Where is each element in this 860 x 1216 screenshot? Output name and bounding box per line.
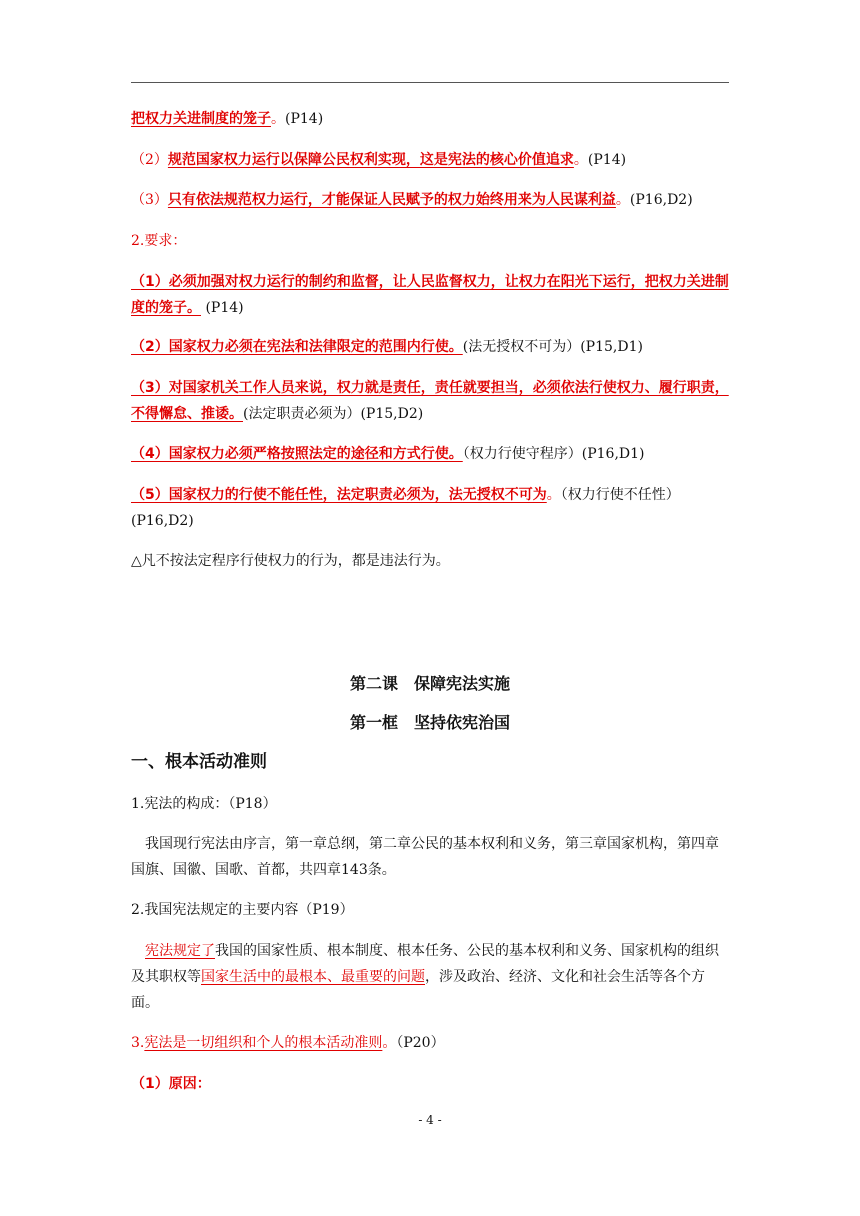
page-ref: (法定职责必须为）(P15,D2) [243,406,424,422]
page-ref: (P14) [201,300,244,316]
highlight-text: 国家生活中的最根本、最重要的问题 [201,969,425,985]
highlight-text: 规范国家权力运行以保障公民权利实现，这是宪法的核心价值追求 [167,152,574,168]
frame-title-text: 第一框 坚持依宪治国 [349,713,510,732]
page-ref: （P20） [396,1035,445,1051]
punct: 。 [573,152,588,168]
paragraph-core-value [131,147,731,173]
page-ref: (P14) [587,152,627,168]
punct: 。 [546,487,561,503]
highlight-text: 宪法是一切组织和个人的根本活动准则 [144,1035,383,1051]
constitution-structure-body [131,831,731,883]
lesson-title-text: 第二课 保障宪法实施 [349,674,510,693]
section-heading [131,749,731,775]
section-heading-text: 一、根本活动准则 [131,752,267,772]
requirement-4 [131,441,731,467]
note-paragraph [131,548,731,574]
highlight-text: （2）国家权力必须在宪法和法律限定的范围内行使。 [131,339,463,355]
constitution-structure-heading [131,791,731,817]
body-text: ，涉及政治、经济、文化和社会生活等各个方面。 [131,969,705,1011]
activity-norm-heading [131,1030,731,1056]
paragraph-for-people [131,187,731,213]
note-text: △凡不按法定程序行使权力的行为，都是违法行为。 [131,553,450,569]
item-number: （2） [131,152,168,168]
requirement-5 [131,482,731,534]
page-ref: （权力行使守程序）(P16,D1) [462,446,645,462]
frame-title [131,710,729,736]
subheading-text: 1.宪法的构成：（P18） [131,796,277,812]
page-ref: (P16,D2) [629,192,693,208]
lesson-title [131,671,729,697]
highlight-text: （4）国家权力必须严格按照法定的途径和方式行使。 [131,446,463,462]
header-rule [131,82,729,83]
page-number: - 4 - [418,1113,442,1127]
highlight-text: 只有依法规范权力运行，才能保证人民赋予的权力始终用来为人民谋利益 [167,192,616,208]
requirement-3 [131,375,731,427]
item-number: 3. [131,1035,145,1051]
reasons-heading [131,1071,731,1097]
highlight-text: （5）国家权力的行使不能任性，法定职责必须为，法无授权不可为 [131,487,547,503]
body-text: 我国现行宪法由序言，第一章总纲，第二章公民的基本权利和义务，第三章国家机构，第四章国旗、国徽、国歌、首都，共四章143条。 [131,836,719,878]
requirement-1 [131,269,731,321]
subheading-text: 2.我国宪法规定的主要内容（P19） [131,902,354,918]
highlight-text: 把权力关进制度的笼子 [131,111,271,127]
main-content-body [131,938,731,1016]
highlight-text: （3）对国家机关工作人员来说，权力就是责任，责任就要担当，必须依法行使权力、履行职责，不得懈怠、推诿。 [131,380,729,422]
punct: 。 [271,111,285,127]
requirement-2 [131,334,731,360]
highlight-text: 宪法规定了 [145,943,215,959]
page-ref: (P14) [285,111,324,127]
punct: 。 [615,192,630,208]
page-ref: （权力行使不任性）(P16,D2) [131,487,680,529]
punct: 。 [382,1035,397,1051]
page-ref: (法无授权不可为）(P15,D1) [462,339,643,355]
subheading-text: （1）原因： [131,1076,211,1092]
body-text: 我国的国家性质、根本制度、根本任务、公民的基本权利和义务、国家机构的组织及其职权等 [131,943,719,985]
heading-text: 2.要求： [131,233,187,249]
highlight-text: （1）必须加强对权力运行的制约和监督，让人民监督权力，让权力在阳光下运行，把权力关进制度的笼子。 [131,274,729,316]
main-content-heading [131,897,731,923]
item-number: （3） [131,192,168,208]
requirements-heading [131,228,731,254]
paragraph-cage [131,106,731,132]
